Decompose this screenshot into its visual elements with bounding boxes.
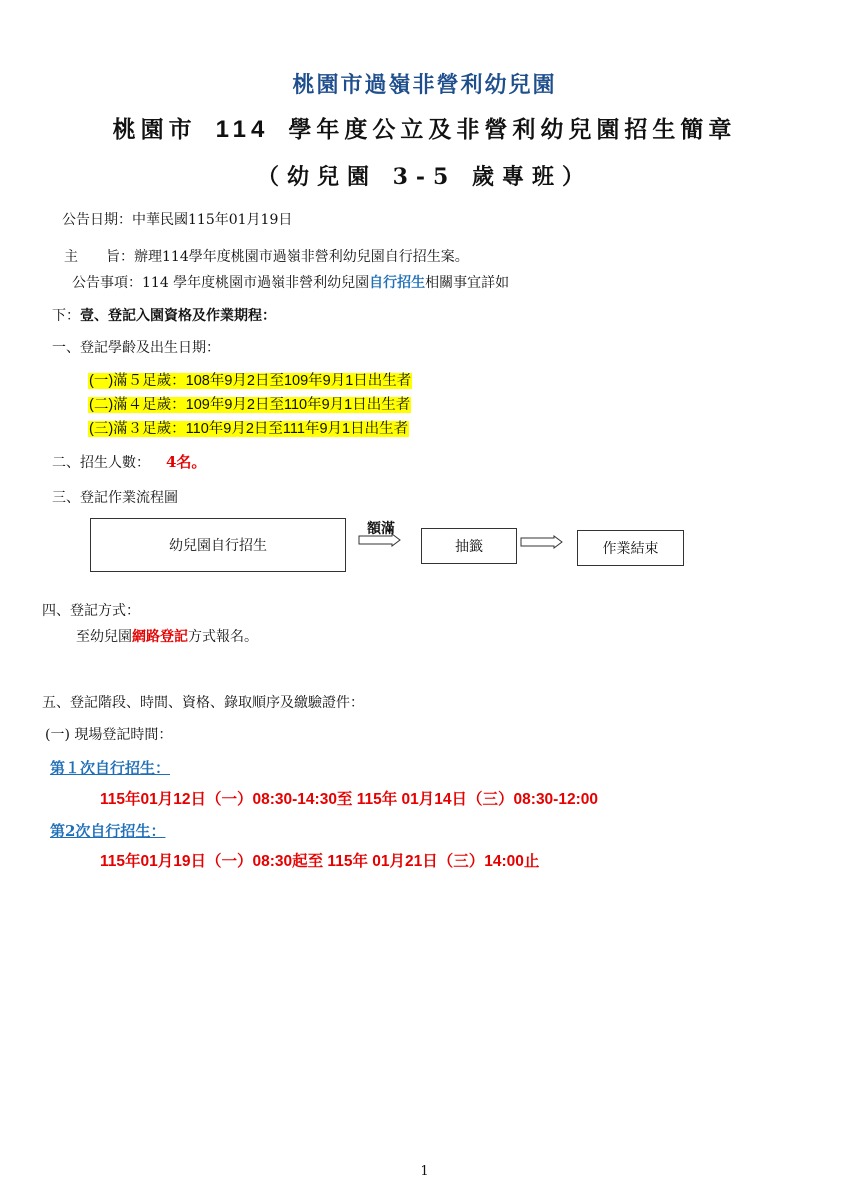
notice-label: 公告事項：	[72, 275, 142, 291]
notice-text-before: 114 學年度桃園市過嶺非營利幼兒園	[142, 275, 370, 291]
round2-time: 115年01月19日（一）08:30起至 115年 01月21日（三）14:00止	[100, 853, 540, 870]
notice-prefix: 下：	[52, 308, 80, 324]
notice-line	[72, 272, 509, 292]
flow-step-self-enroll: 幼兒園自行招生	[90, 518, 346, 572]
round1-label: 第１次自行招生：	[50, 759, 171, 777]
round1-time: 115年01月12日（一）08:30-14:30至 115年 01月14日（三）08:30-12:00	[100, 791, 598, 808]
section-heading-1: 壹、登記入園資格及作業期程：	[80, 308, 276, 324]
title-year: 114	[215, 116, 270, 143]
title-prefix: 桃園市	[112, 116, 197, 143]
age-item-3: (三)滿３足歲：110年9月2日至111年9月1日出生者	[89, 421, 409, 437]
page-number: 1	[420, 1164, 429, 1179]
flow-step-end: 作業結束	[577, 530, 684, 566]
section5-sub1: (一) 現場登記時間：	[45, 727, 173, 743]
section1-title: 一、登記學齡及出生日期：	[52, 340, 220, 356]
notice-text-after: 相關事宜詳如	[425, 275, 510, 291]
section4-text	[76, 626, 258, 646]
title-suffix: 學年度公立及非營利幼兒園招生簡章	[288, 116, 737, 143]
section4-title: 四、登記方式：	[42, 603, 140, 619]
section2-title: 二、招生人數：	[52, 455, 150, 471]
method-after: 方式報名。	[188, 629, 258, 645]
section3-title: 三、登記作業流程圖	[52, 490, 178, 506]
age-item-1: (一)滿５足歲：108年9月2日至109年9月1日出生者	[89, 373, 412, 389]
flow-arrow-2	[520, 535, 564, 549]
document-title	[0, 111, 849, 144]
flow-arrow-1	[358, 533, 402, 547]
method-before: 至幼兒園	[76, 629, 132, 645]
org-title: 桃園市過嶺非營利幼兒園	[292, 72, 557, 98]
method-highlight: 網路登記	[132, 629, 188, 645]
age-item-2: (二)滿４足歲：109年9月2日至110年9月1日出生者	[89, 397, 411, 413]
round2-label: 第2次自行招生：	[50, 822, 166, 840]
subject-line	[64, 246, 469, 266]
notice-highlight: 自行招生	[369, 275, 426, 291]
enrollment-count: 4名。	[166, 453, 207, 471]
announce-date: 公告日期：中華民國115年01月19日	[62, 212, 293, 228]
class-title: （幼兒園 3-5 歲專班）	[256, 164, 593, 190]
notice-line-2	[52, 305, 276, 325]
flow-arrow-label: 額滿	[367, 521, 395, 537]
flow-step-lottery: 抽籤	[421, 528, 517, 564]
subject-label: 主 旨：	[64, 249, 134, 265]
section2-line	[52, 451, 206, 472]
subject-text: 辦理114學年度桃園市過嶺非營利幼兒園自行招生案。	[134, 249, 469, 265]
section5-title: 五、登記階段、時間、資格、錄取順序及繳驗證件：	[42, 695, 364, 711]
